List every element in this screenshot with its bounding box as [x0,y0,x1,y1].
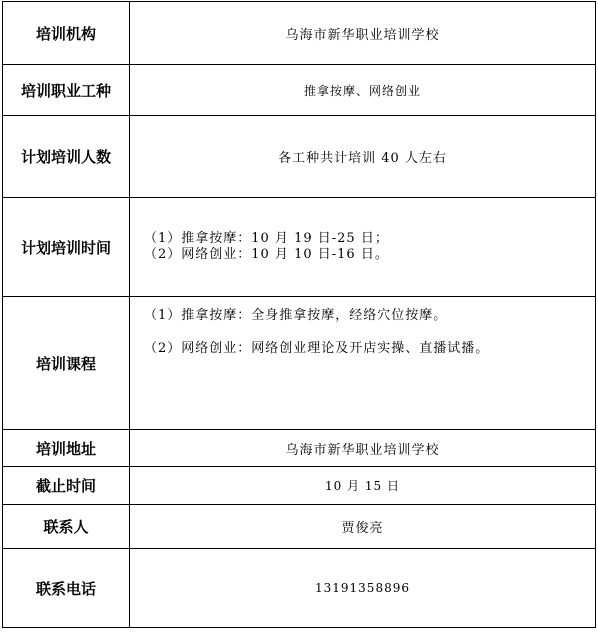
row-value-contact: 贾俊亮 [130,505,596,549]
row-value-headcount: 各工种共计培训 40 人左右 [130,116,596,198]
row-label-occupation: 培训职业工种 [3,65,130,116]
row-label-contact: 联系人 [3,505,130,549]
table-row [3,198,596,297]
table-row [3,297,596,430]
row-label-headcount: 计划培训人数 [3,116,130,198]
row-label-schedule: 计划培训时间 [3,198,130,297]
row-value-address: 乌海市新华职业培训学校 [130,430,596,467]
row-value-courses [130,297,596,430]
row-label-phone: 联系电话 [3,549,130,628]
schedule-line-ecommerce: （2）网络创业：10 月 10 日-16 日。 [144,247,389,262]
table-row [3,549,596,628]
table-row [3,2,596,65]
course-spacer [144,324,595,340]
row-value-occupation: 推拿按摩、网络创业 [130,65,596,116]
table-row [3,505,596,549]
course-line-massage: （1）推拿按摩：全身推拿按摩，经络穴位按摩。 [144,308,448,323]
table-row [3,116,596,198]
row-value-schedule [130,198,596,297]
row-value-deadline: 10 月 15 日 [130,467,596,505]
row-label-courses: 培训课程 [3,297,130,430]
table-row [3,430,596,467]
row-value-phone: 13191358896 [130,549,596,628]
row-value-institution: 乌海市新华职业培训学校 [130,2,596,65]
training-info-table [2,1,596,628]
table-row [3,65,596,116]
course-line-ecommerce: （2）网络创业：网络创业理论及开店实操、直播试播。 [144,341,490,356]
row-label-deadline: 截止时间 [3,467,130,505]
row-label-address: 培训地址 [3,430,130,467]
table-row [3,467,596,505]
row-label-institution: 培训机构 [3,2,130,65]
schedule-line-massage: （1）推拿按摩：10 月 19 日-25 日； [144,231,389,246]
